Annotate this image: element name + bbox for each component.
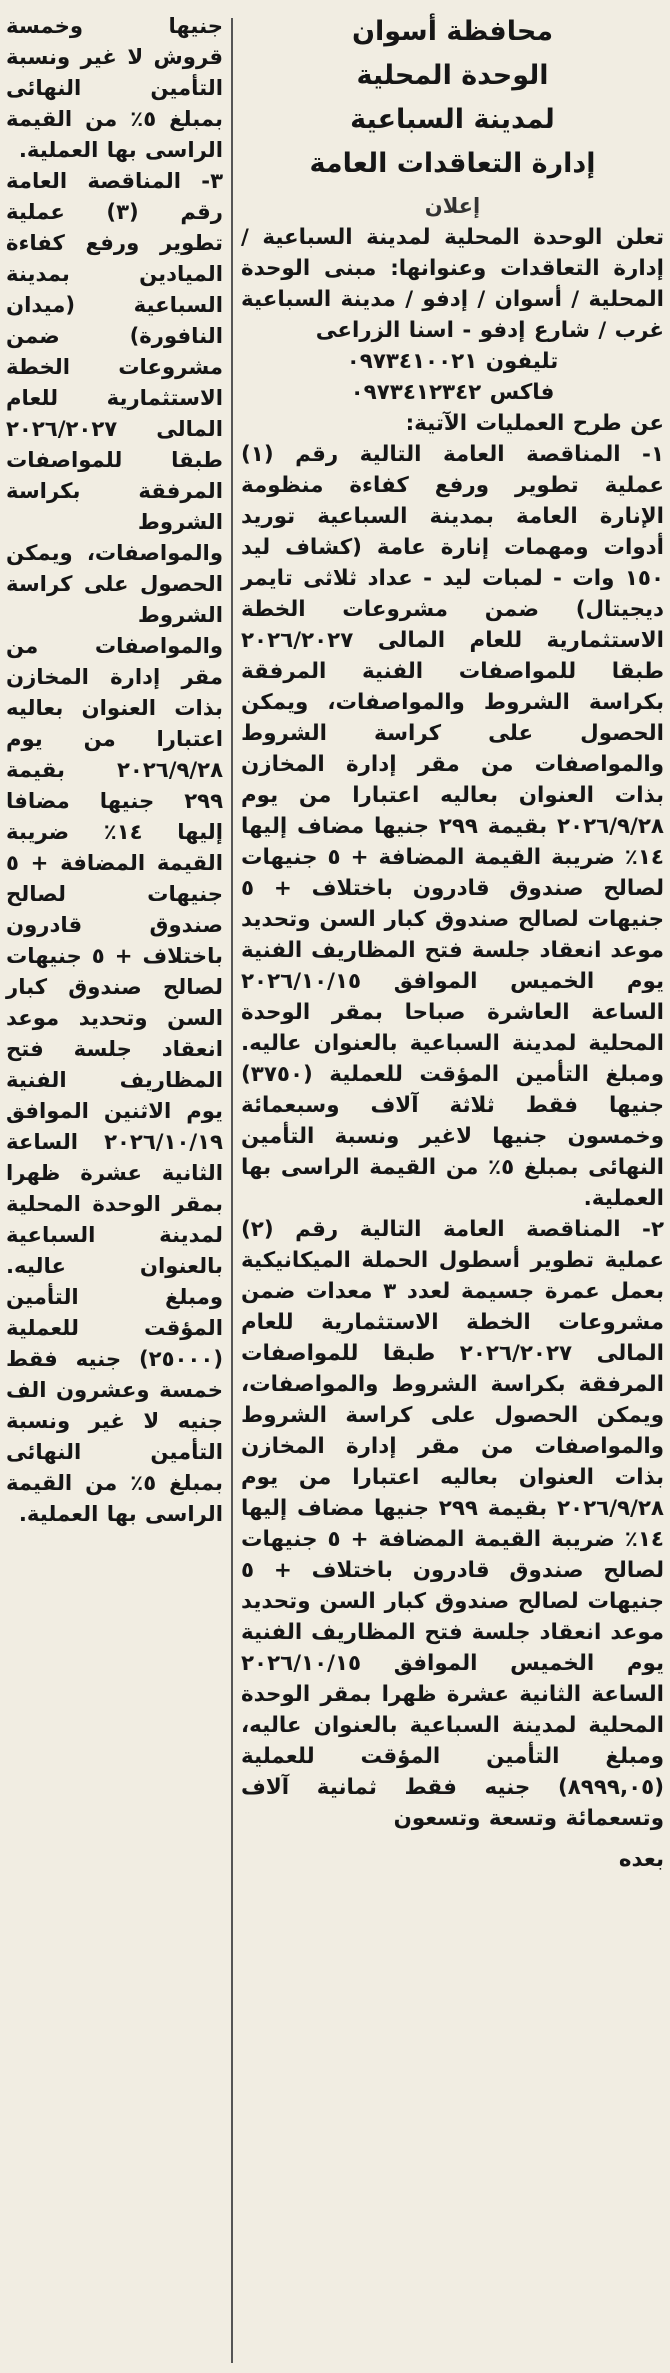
notice-label: إعلان (424, 194, 481, 218)
tender-1-text-c: الموافق ٢٠٢٦/١٠/١٥ الساعة العاشرة صباحا بمقر الوحدة المحلية لمدينة السباعية بالعنوان عاليه. ومبلغ التأمين المؤقت للعملية (٣٧٥٠) جنيها فقط ثلاثة آلاف وسبعمائة وخمسون جنيها لاغير ونسبة التأمين النهائى بمبلغ ٥٪ من القيمة الراسى بها العملية. (241, 969, 665, 1211)
operations-intro: عن طرح العمليات الآتية: (405, 411, 664, 436)
city-title: لمدينة السباعية (350, 104, 555, 135)
continued-marker: بعده (618, 1847, 664, 1872)
left-column (0, 0, 231, 1529)
governorate-title: محافظة أسوان (351, 16, 554, 47)
tender-1-text-a: ١- المناقصة العامة التالية رقم (١) عملية تطوير ورفع كفاءة منظومة الإنارة العامة بمدينة السباعية توريد أدوات ومهمات إنارة عامة (كشاف ليد ١٥٠ وات - لمبات ليد - عداد ثلاثى تايمر ديجيتال) ضمن مشروعات الخطة الاستثمارية للعام المالى ٢٠٢٦/٢٠٢٧ طبقا للمواصفات الفنية المرفقة بكراسة الشروط والمواصفات، ويمكن الحصول على كراسة الشروط والمواصفات من مقر إدارة المخازن بذات العنوان بعاليه اعتبارا من يوم ٢٠٢٦/٩/٢٨ بقيمة ٢٩٩ جنيها مضاف إليها ١٤٪ ضريبة القيمة المضافة + ٥ جنيهات لصالح صندوق قادرون باختلاف + ٥ جنيهات لصالح صندوق كبار السن وتحديد موعد انعقاد جلسة فتح (241, 442, 664, 963)
tender-2-paragraph: ٢- المناقصة العامة التالية رقم (٢) عملية تطوير أسطول الحملة الميكانيكية بعمل عمرة جسيمة لعدد ٣ معدات ضمن مشروعات الخطة الاستثمارية للعام المالى ٢٠٢٦/٢٠٢٧ طبقا للمواصفات المرفقة بكراسة الشروط والمواصفات، ويمكن الحصول على كراسة الشروط والمواصفات من مقر إدارة المخازن بذات العنوان بعاليه اعتبارا من يوم ٢٠٢٦/٩/٢٨ بقيمة ٢٩٩ جنيها مضاف إليها ١٤٪ ضريبة القيمة المضافة + ٥ جنيهات لصالح صندوق قادرون باختلاف + ٥ جنيهات لصالح صندوق كبار السن وتحديد موعد انعقاد جلسة فتح المظاريف الفنية يوم الخميس الموافق ٢٠٢٦/١٠/١٥ الساعة الثانية عشرة ظهرا بمقر الوحدة المحلية لمدينة السباعية بالعنوان عاليه، ومبلغ التأمين المؤقت للعملية (٨٩٩٩,٠٥) جنيه فقط ثمانية آلاف وتسعمائة وتسعة وتسعون (241, 1217, 664, 1831)
fax-number: فاكس ٠٩٧٣٤١٢٣٤٢ (350, 380, 555, 405)
tender-3-paragraph: ٣- المناقصة العامة رقم (٣) عملية تطوير ورفع كفاءة الميادين بمدينة السباعية (ميدان النافورة) ضمن مشروعات الخطة الاستثمارية للعام المالى ٢٠٢٦/٢٠٢٧ طبقا للمواصفات المرفقة بكراسة الشروط والمواصفات، ويمكن الحصول على كراسة الشروط والمواصفات من مقر إدارة المخازن بذات العنوان بعاليه اعتبارا من يوم ٢٠٢٦/٩/٢٨ بقيمة ٢٩٩ جنيها مضافا إليها ١٤٪ ضريبة القيمة المضافة + ٥ جنيهات لصالح صندوق قادرون باختلاف + ٥ جنيهات لصالح صندوق كبار السن وتحديد موعد انعقاد جلسة فتح المظاريف الفنية يوم الاثنين الموافق ٢٠٢٦/١٠/١٩ الساعة الثانية عشرة ظهرا بمقر الوحدة المحلية لمدينة السباعية بالعنوان عاليه. ومبلغ التأمين المؤقت للعملية (٢٥٠٠٠) جنيه فقط خمسة وعشرون الف جنيه لا غير ونسبة التأمين النهائى بمبلغ ٥٪ من القيمة الراسى بها العملية. (6, 168, 224, 1526)
column-divider (231, 18, 233, 2363)
department-title: إدارة التعاقدات العامة (309, 148, 596, 179)
right-column (231, 0, 670, 1875)
tender-1-paragraph (241, 439, 664, 1214)
tender-2-continuation: جنيها وخمسة قروش لا غير ونسبة التأمين النهائى بمبلغ ٥٪ من القيمة الراسى بها العملية. (6, 13, 223, 162)
phone-number: تليفون ٠٩٧٣٤١٠٠٢١ (346, 349, 559, 374)
tender-1-text-b: المظاريف الفنية يوم الخميس (241, 938, 664, 994)
local-unit-title: الوحدة المحلية (356, 60, 549, 91)
intro-paragraph: تعلن الوحدة المحلية لمدينة السباعية / إدارة التعاقدات وعنوانها: مبنى الوحدة المحلية / أسوان / إدفو / مدينة السباعية غرب / شارع إدفو - اسنا الزراعى (241, 225, 664, 343)
